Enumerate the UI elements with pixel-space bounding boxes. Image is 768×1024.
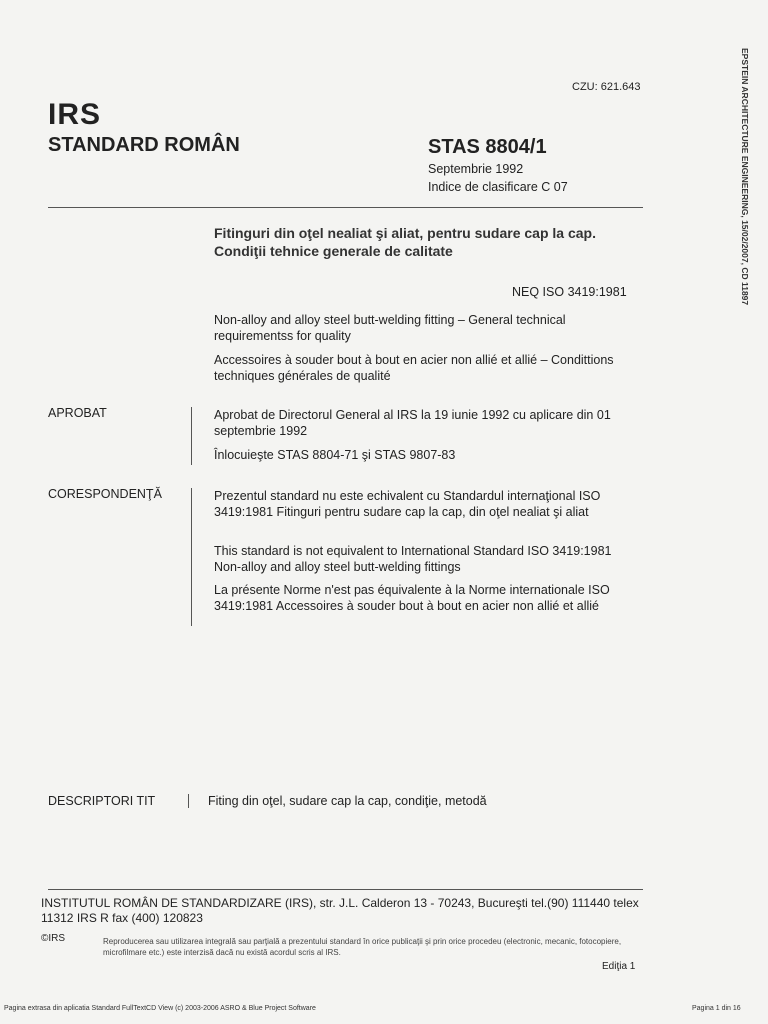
replaces-text: Înlocuieşte STAS 8804-71 şi STAS 9807-83 (214, 448, 456, 462)
institute-address: INSTITUTUL ROMÂN DE STANDARDIZARE (IRS), str. J.L. Calderon 13 - 70243, Bucureşti tel.(90) 111440 telex 11312 IRS R fax (400) 120823 (41, 896, 639, 925)
correspondence-label: CORESPONDENŢĂ (48, 487, 162, 501)
edition: Ediţia 1 (602, 961, 636, 972)
english-title: Non-alloy and alloy steel butt-welding fitting – General technical requirementss for quality (214, 313, 566, 343)
approved-bar (191, 407, 192, 465)
correspondence-bar (191, 488, 192, 626)
copyright-mark: ©IRS (41, 933, 66, 944)
reproduction-notice: Reproducerea sau utilizarea integrală sau parţială a prezentului standard în orice publicaţii şi prin orice procedeu (electronic, mecanic, fotocopiere, microfilmare etc.) este interzisă dacă nu există acordul scris al IRS. (103, 937, 622, 957)
viewer-footer-left: Pagina extrasa din aplicatia Standard FullTextCD View (c) 2003-2006 ASRO & Blue Project Software (4, 1005, 316, 1012)
descriptors-bar (188, 794, 189, 808)
descriptors-text: Fiting din oţel, sudare cap la cap, condiţie, metodă (208, 794, 487, 808)
classification-index: Indice de clasificare C 07 (428, 180, 568, 194)
correspondence-en: This standard is not equivalent to International Standard ISO 3419:1981 Non-alloy and alloy steel butt-welding fittings (214, 544, 612, 574)
publication-date: Septembrie 1992 (428, 162, 524, 176)
approved-label: APROBAT (48, 406, 107, 420)
standard-label: STANDARD ROMÂN (48, 134, 240, 156)
header-divider (48, 207, 643, 208)
title-line-1: Fitinguri din oţel nealiat şi aliat, pentru sudare cap la cap. (214, 225, 596, 241)
french-title: Accessoires à souder bout à bout en acier non allié et allié – Condittions techniques générales de qualité (214, 353, 614, 383)
footer-divider (48, 889, 643, 890)
watermark-sidebar: EPSTEIN ARCHITECTURE ENGINEERING, 15/02/2007, CD 11897 (740, 48, 750, 306)
document-title (214, 224, 596, 260)
correspondence-fr: La présente Norme n'est pas équivalente à la Norme internationale ISO 3419:1981 Accessoires à souder bout à bout en acier non allié et allié (214, 583, 610, 613)
title-line-2: Condiţii tehnice generale de calitate (214, 243, 453, 259)
page-counter: Pagina 1 din 16 (692, 1005, 741, 1012)
irs-logo: IRS (48, 98, 102, 131)
czu-code: CZU: 621.643 (572, 81, 641, 93)
correspondence-ro: Prezentul standard nu este echivalent cu Standardul internaţional ISO 3419:1981 Fitinguri pentru sudare cap la cap, din oţel nealiat şi aliat (214, 489, 601, 519)
approved-text: Aprobat de Directorul General al IRS la 19 iunie 1992 cu aplicare din 01 septembrie 1992 (214, 408, 611, 438)
neq-reference: NEQ ISO 3419:1981 (512, 285, 627, 299)
descriptors-label: DESCRIPTORI TIT (48, 794, 156, 808)
stas-number: STAS 8804/1 (428, 136, 547, 158)
